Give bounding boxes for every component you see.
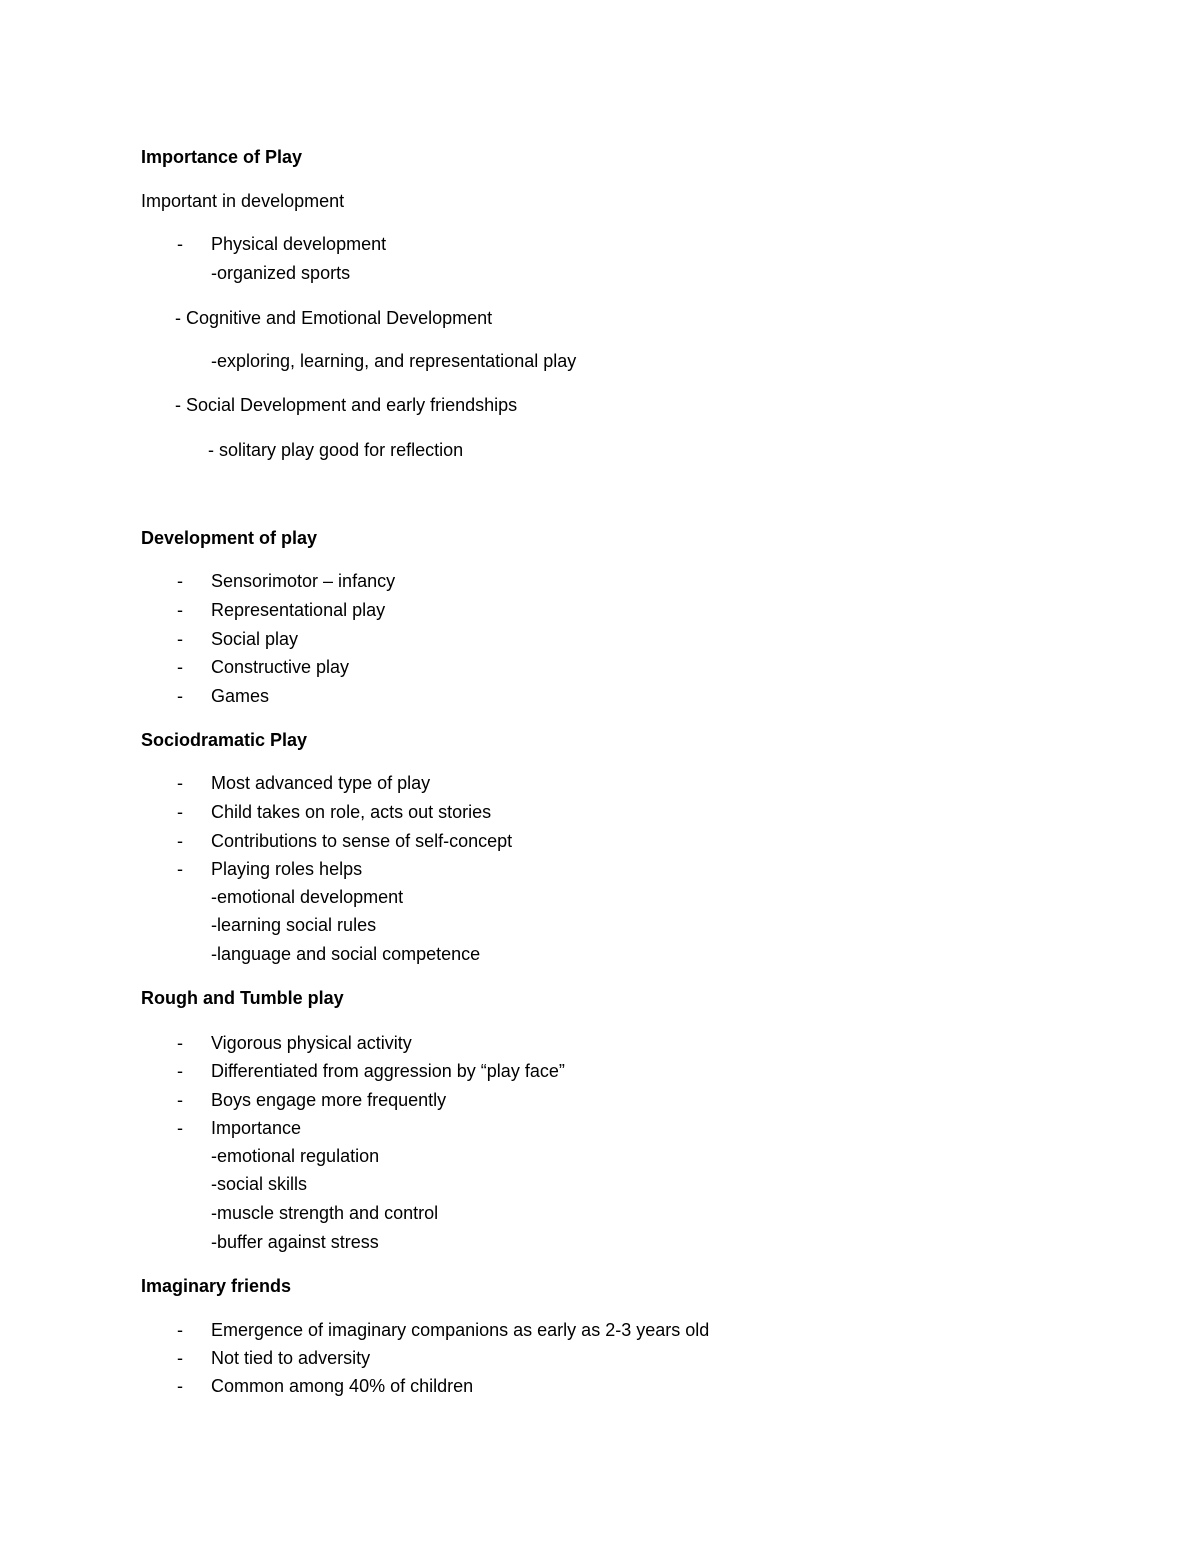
bullet-dash: - <box>177 1033 183 1053</box>
bullet-dash: - <box>177 1376 183 1396</box>
bullet-dash: - <box>177 686 183 706</box>
list-item: Constructive play <box>211 657 350 677</box>
sub-item: -organized sports <box>211 263 351 283</box>
list-item: - Cognitive and Emotional Development <box>175 308 493 328</box>
bullet-dash: - <box>177 831 183 851</box>
list-item: Differentiated from aggression by “play face” <box>211 1061 565 1081</box>
list-item: Games <box>211 686 270 706</box>
list-item: Boys engage more frequently <box>211 1090 447 1110</box>
bullet-dash: - <box>177 1320 183 1340</box>
section-heading-development-of-play: Development of play <box>141 528 318 548</box>
list-item: Emergence of imaginary companions as early as 2-3 years old <box>211 1320 710 1340</box>
bullet-dash: - <box>177 234 183 254</box>
sub-item: -emotional development <box>211 887 404 907</box>
list-item: Not tied to adversity <box>211 1348 371 1368</box>
list-item: Playing roles helps <box>211 859 363 879</box>
sub-item: -buffer against stress <box>211 1232 379 1252</box>
list-item: Social play <box>211 629 299 649</box>
list-item: Child takes on role, acts out stories <box>211 802 492 822</box>
bullet-dash: - <box>177 1090 183 1110</box>
list-item: - Social Development and early friendships <box>175 395 518 415</box>
sub-item: - solitary play good for reflection <box>208 440 464 460</box>
section-heading-importance-of-play: Importance of Play <box>141 147 303 167</box>
list-item: Common among 40% of children <box>211 1376 474 1396</box>
sub-item: -social skills <box>211 1174 308 1194</box>
bullet-dash: - <box>177 859 183 879</box>
section-heading-sociodramatic-play: Sociodramatic Play <box>141 730 308 750</box>
list-item: Most advanced type of play <box>211 773 431 793</box>
list-item: Representational play <box>211 600 386 620</box>
list-item: Importance <box>211 1118 302 1138</box>
bullet-dash: - <box>177 802 183 822</box>
bullet-dash: - <box>177 629 183 649</box>
sub-item: -language and social competence <box>211 944 481 964</box>
sub-item: -learning social rules <box>211 915 377 935</box>
section-heading-imaginary-friends: Imaginary friends <box>141 1276 292 1296</box>
list-item: Contributions to sense of self-concept <box>211 831 513 851</box>
bullet-dash: - <box>177 600 183 620</box>
bullet-dash: - <box>177 1118 183 1138</box>
list-item: Vigorous physical activity <box>211 1033 412 1053</box>
sub-item: -muscle strength and control <box>211 1203 439 1223</box>
list-item: Sensorimotor – infancy <box>211 571 396 591</box>
sub-item: -exploring, learning, and representational play <box>211 351 577 371</box>
bullet-dash: - <box>177 657 183 677</box>
section-heading-rough-and-tumble-play: Rough and Tumble play <box>141 988 344 1008</box>
bullet-dash: - <box>177 773 183 793</box>
bullet-dash: - <box>177 1348 183 1368</box>
intro-text: Important in development <box>141 191 345 211</box>
sub-item: -emotional regulation <box>211 1146 380 1166</box>
list-item: Physical development <box>211 234 387 254</box>
bullet-dash: - <box>177 1061 183 1081</box>
bullet-dash: - <box>177 571 183 591</box>
